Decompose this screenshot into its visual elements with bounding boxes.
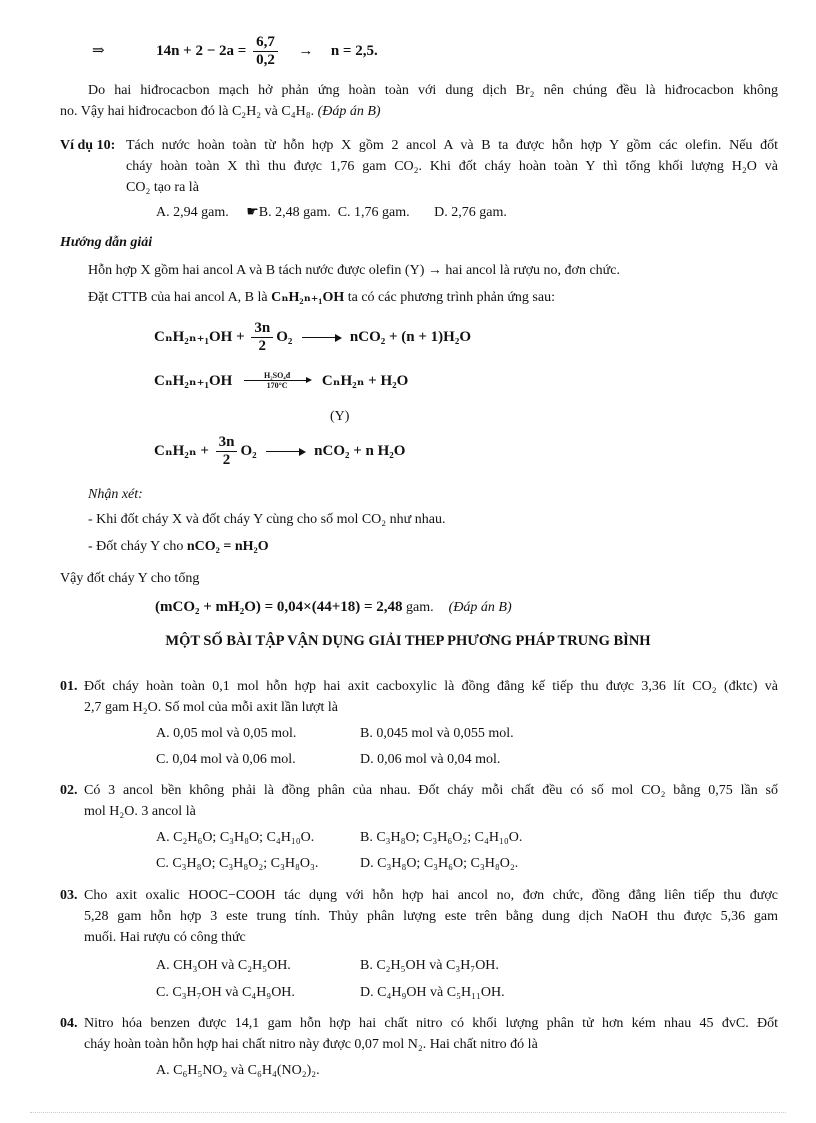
- remarks-heading: Nhận xét:: [88, 487, 143, 502]
- guide-formula: CₙH₂ₙ₊₁OH: [271, 290, 345, 305]
- example10-line1: Tách nước hoàn toàn từ hỗn hợp X gồm 2 ancol A và B ta được hỗn hợp Y gồm các olefin. Nếu đốt: [126, 138, 778, 153]
- q03-line3: muối. Hai rượu có công thức: [84, 930, 246, 945]
- q02-line2: mol H₂O. 3 ancol là: [84, 804, 196, 819]
- para1-answer: (Đáp án B): [317, 104, 381, 119]
- implies-symbol: ⇒: [92, 43, 105, 60]
- para1-line2-text: no. Vậy hai hiđrocacbon đó là C₂H₂ và C₄H₈.: [60, 104, 318, 119]
- remarks-item2: [88, 538, 269, 557]
- guide-line2: [88, 289, 555, 308]
- remarks-item2-pre: - Đốt cháy Y cho: [88, 539, 187, 554]
- guide-line2-pre: Đặt CTTB của hai ancol A, B là: [88, 290, 272, 305]
- para1-line1: Do hai hiđrocacbon mạch hở phản ứng hoàn toàn với dung dịch Br₂ nên chúng đều là hiđrocacbon không: [88, 83, 778, 98]
- q03-option-d: D. C₄H₉OH và C₅H₁₁OH.: [360, 985, 505, 1000]
- reaction1-fraction: [251, 320, 273, 356]
- reaction3-frac-num: 3n: [216, 434, 238, 452]
- q04-line1: Nitro hóa benzen được 14,1 gam hỗn hợp hai chất nitro có khối lượng phân tử hơn kém nhau 45 đvC. Đốt: [84, 1016, 778, 1031]
- reaction1-right: nCO₂ + (n + 1)H₂O: [349, 329, 471, 346]
- q01-line2: 2,7 gam H₂O. Số mol của mỗi axit lần lượt là: [84, 700, 338, 715]
- remarks-item2-formula: nCO₂ = nH₂O: [186, 539, 269, 554]
- reaction3-fraction: [216, 434, 238, 470]
- reaction3-frac-den: 2: [222, 452, 231, 469]
- q01-option-b: B. 0,045 mol và 0,055 mol.: [360, 726, 514, 741]
- q02-option-b: B. C₃H₈O; C₃H₆O₂; C₄H₁₀O.: [360, 830, 523, 845]
- q04-option-a: A. C₆H₅NO₂ và C₆H₄(NO₂)₂.: [156, 1063, 320, 1078]
- q03-number: 03.: [60, 888, 78, 903]
- q03-option-b: B. C₂H₅OH và C₃H₇OH.: [360, 958, 499, 973]
- arrow-symbol: →: [298, 43, 314, 60]
- reaction3-right: nCO₂ + n H₂O: [314, 443, 406, 460]
- example10-line3: CO₂ tạo ra là: [126, 180, 199, 195]
- reaction3-o2: O₂: [240, 443, 257, 460]
- q03-line1: Cho axit oxalic HOOC−COOH tác dụng với hỗn hợp hai ancol no, đơn chức, đồng đẳng liên tiếp thu được: [84, 888, 778, 903]
- page-footer-divider: [30, 1112, 786, 1113]
- reaction1-left: CₙH₂ₙ₊₁OH +: [154, 329, 245, 346]
- example10-options: A. 2,94 gam. ☛B. 2,48 gam. C. 1,76 gam. D. 2,76 gam.: [156, 205, 507, 220]
- fraction-denominator: 0,2: [256, 52, 275, 69]
- reaction1-arrow: [302, 337, 340, 338]
- guide-line2-post: ta có các phương trình phản ứng sau:: [344, 290, 555, 305]
- remarks-item1: - Khi đốt cháy X và đốt cháy Y cùng cho số mol CO₂ như nhau.: [88, 512, 446, 527]
- reaction2-condition-top: H₂SO₄đ: [264, 371, 291, 381]
- q02-option-d: D. C₃H₈O; C₃H₆O; C₃H₈O₂.: [360, 856, 519, 871]
- q02-line1: Có 3 ancol bền không phải là đồng phân của nhau. Đốt cháy mỗi chất đều có số mol CO₂ bằng 0,75 lần số: [84, 783, 778, 798]
- fraction-numerator: 6,7: [253, 34, 278, 52]
- reaction1-frac-num: 3n: [251, 320, 273, 338]
- final-answer: (Đáp án B): [448, 600, 512, 615]
- q01-option-d: D. 0,06 mol và 0,04 mol.: [360, 752, 501, 767]
- reaction2-arrow: [244, 372, 310, 391]
- para1-line2: [60, 103, 381, 122]
- reaction-3: [154, 434, 405, 470]
- reaction3-left: CₙH₂ₙ +: [154, 443, 209, 460]
- reaction1-o2: O₂: [276, 329, 293, 346]
- q02-option-a: A. C₂H₆O; C₃H₈O; C₄H₁₀O.: [156, 830, 315, 845]
- final-equation-expr: (mCO₂ + mH₂O) = 0,04×(44+18) = 2,48: [155, 599, 403, 615]
- equation-fraction: [253, 34, 278, 70]
- example10-line2: cháy hoàn toàn X thì thu được 1,76 gam CO₂. Khi đốt cháy hoàn toàn Y thì tổng khối lượng H₂O và: [126, 159, 778, 174]
- q01-line1: Đốt cháy hoàn toàn 0,1 mol hỗn hợp hai axit cacboxylic là đồng đẳng kế tiếp thu được 3,36 lít CO₂ (đktc) và: [84, 679, 778, 694]
- q04-line2: cháy hoàn toàn hỗn hợp hai chất nitro này được 0,07 mol N₂. Hai chất nitro đó là: [84, 1037, 538, 1052]
- q03-option-a: A. CH₃OH và C₂H₅OH.: [156, 958, 291, 973]
- remarks-conclusion: Vậy đốt cháy Y cho tổng: [60, 571, 200, 586]
- q03-option-c: C. C₃H₇OH và C₄H₉OH.: [156, 985, 295, 1000]
- reaction-1: [154, 320, 471, 356]
- reaction1-frac-den: 2: [258, 338, 267, 355]
- q01-option-c: C. 0,04 mol và 0,06 mol.: [156, 752, 296, 767]
- q01-option-a: A. 0,05 mol và 0,05 mol.: [156, 726, 297, 741]
- reaction2-label: (Y): [330, 409, 350, 424]
- final-equation-unit: gam.: [406, 600, 434, 615]
- equation-result: n = 2,5.: [330, 43, 378, 60]
- reaction2-left: CₙH₂ₙ₊₁OH: [154, 373, 233, 389]
- guide-line1: Hỗn hợp X gồm hai ancol A và B tách nước được olefin (Y) → hai ancol là rượu no, đơn chức.: [88, 263, 620, 278]
- top-equation: [92, 34, 378, 70]
- q01-number: 01.: [60, 679, 78, 694]
- reaction2-condition-bottom: 170°C: [266, 381, 288, 391]
- q03-line2: 5,28 gam hỗn hợp 3 este trung tính. Thủy phân lượng este trên bằng dung dịch NaOH thu được 5,36 gam: [84, 909, 778, 924]
- section-title: MỘT SỐ BÀI TẬP VẬN DỤNG GIẢI THEP PHƯƠNG PHÁP TRUNG BÌNH: [165, 633, 651, 649]
- q04-number: 04.: [60, 1016, 78, 1031]
- q02-number: 02.: [60, 783, 78, 798]
- reaction-2: [154, 371, 408, 391]
- reaction2-right: CₙH₂ₙ + H₂O: [321, 373, 409, 389]
- example10-label: Ví dụ 10:: [60, 138, 116, 153]
- reaction3-arrow: [266, 451, 304, 452]
- q02-option-c: C. C₃H₈O; C₃H₈O₂; C₃H₈O₃.: [156, 856, 319, 871]
- equation-lhs: 14n + 2 − 2a =: [156, 43, 247, 60]
- guide-heading: Hướng dẫn giải: [60, 235, 153, 250]
- final-equation: [155, 597, 512, 618]
